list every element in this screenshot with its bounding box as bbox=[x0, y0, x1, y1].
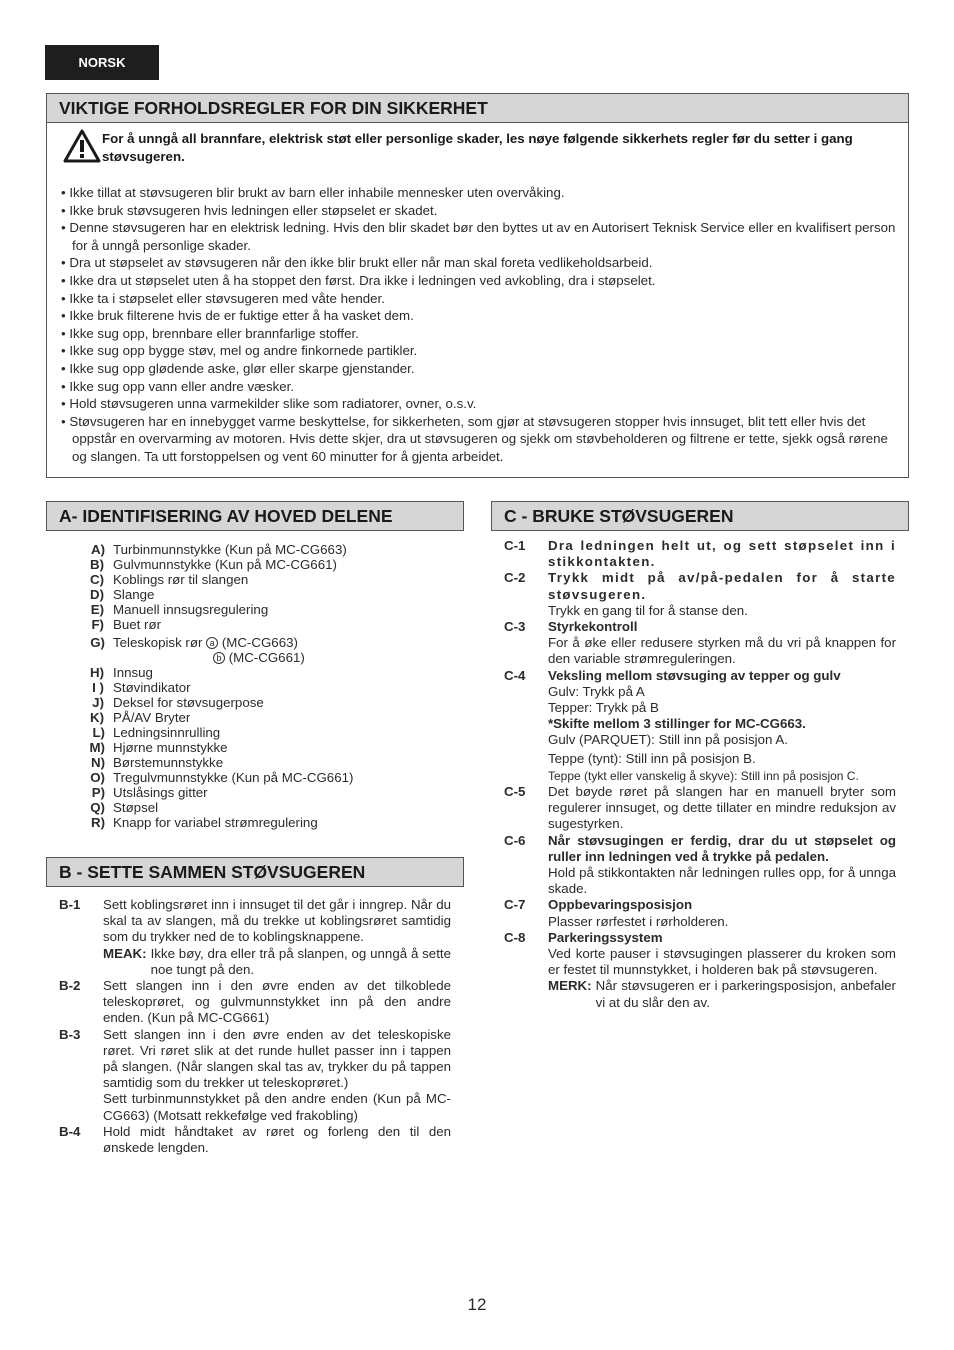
safety-heading: VIKTIGE FORHOLDSREGLER FOR DIN SIKKERHET bbox=[47, 94, 908, 123]
part-letter: G) bbox=[90, 635, 105, 650]
step-text: Hold midt håndtaket av røret og forleng den til den ønskede lengden. bbox=[103, 1123, 451, 1156]
part-letter: I ) bbox=[92, 680, 104, 695]
list-item: • Hold støvsugeren unna varmekilder slike som radiatorer, ovner, o.s.v. bbox=[61, 396, 477, 412]
list-item bbox=[88, 587, 458, 602]
step-code: C-7 bbox=[504, 897, 526, 913]
step-code: C-1 bbox=[504, 538, 526, 553]
list-item: • Ikke ta i støpselet eller støvsugeren med våte hender. bbox=[61, 290, 385, 306]
safety-list bbox=[61, 184, 901, 466]
step-body bbox=[548, 668, 896, 784]
part-text: Teleskopisk rør a (MC-CG663) b (MC-CG661) bbox=[113, 635, 305, 665]
parts-list bbox=[88, 542, 458, 830]
part-letter: P) bbox=[91, 785, 105, 800]
step-text: Teppe (tykt eller vanskelig å skyve): Still inn på posisjon C. bbox=[548, 768, 859, 783]
list-item bbox=[504, 833, 896, 898]
part-text: Utslåsings gitter bbox=[113, 785, 208, 800]
step-text: Hold på stikkontakten når ledningen rulles opp, for å unnga skade. bbox=[548, 865, 896, 897]
step-code: C-5 bbox=[504, 784, 526, 800]
list-item: • Ikke bruk støvsugeren hvis ledningen eller støpselet er skadet. bbox=[61, 202, 438, 218]
circled-letter-icon: b bbox=[213, 652, 225, 664]
step-code: C-8 bbox=[504, 929, 526, 945]
step-code: B-4 bbox=[59, 1123, 81, 1139]
step-title: Trykk midt på av/på-pedalen for å starte støvsugeren. bbox=[548, 570, 896, 602]
list-item: • Ikke sug opp vann eller andre væsker. bbox=[61, 378, 295, 394]
part-letter: A) bbox=[90, 542, 105, 557]
part-letter: B) bbox=[89, 557, 104, 572]
page-number: 12 bbox=[467, 1295, 487, 1314]
part-text: Innsug bbox=[113, 665, 153, 680]
list-item bbox=[88, 695, 458, 710]
list-item bbox=[59, 1124, 451, 1156]
note-text: Når støvsugeren er i parkeringsposisjon, anbefaler vi at du slår den av. bbox=[595, 978, 896, 1010]
part-text: Gulvmunnstykke (Kun på MC-CG661) bbox=[113, 557, 337, 572]
list-item: • Dra ut støpselet av støvsugeren når den ikke blir brukt eller når man skal foreta vedlikeholdsarbeid. bbox=[61, 255, 653, 271]
step-code: B-2 bbox=[59, 978, 81, 994]
part-text: Manuell innsugsregulering bbox=[113, 602, 269, 617]
step-title: Oppbevaringsposisjon bbox=[548, 897, 693, 913]
list-item bbox=[504, 930, 896, 1011]
part-text: Støpsel bbox=[113, 800, 159, 815]
step-body bbox=[103, 1027, 451, 1124]
list-item bbox=[88, 740, 458, 755]
part-text: Støvindikator bbox=[113, 680, 191, 695]
step-code: C-3 bbox=[504, 619, 526, 635]
section-b-heading: B - SETTE SAMMEN STØVSUGEREN bbox=[46, 857, 464, 887]
step-text: Sett slangen inn i den øvre enden av det tilkoblede teleskoprøret, og gulvmunnstykket inn på den andre enden. (Kun på MC-CG661) bbox=[103, 978, 451, 1026]
step-text: Sett koblingsrøret inn i innsuget til det går i inngrep. Når du skal ta av slangen, må du trekke ut koblingsrøret samtidig som du trykker ned de to koblingsknappene. bbox=[103, 897, 451, 945]
part-text: Slange bbox=[113, 587, 155, 602]
section-c-heading: C - BRUKE STØVSUGEREN bbox=[491, 501, 909, 531]
list-item: • Ikke bruk filterene hvis de er fuktige etter å ha vasket dem. bbox=[61, 308, 414, 324]
list-item: • Ikke tillat at støvsugeren blir brukt av barn eller inhabile mennesker uten overvåking. bbox=[61, 185, 565, 200]
list-item bbox=[59, 1027, 451, 1124]
safety-section bbox=[46, 93, 909, 478]
part-letter: M) bbox=[89, 740, 105, 755]
list-item bbox=[504, 570, 896, 619]
step-code: B-1 bbox=[59, 897, 81, 912]
warning-triangle-icon bbox=[63, 129, 101, 163]
step-note bbox=[103, 946, 451, 978]
step-text: For å øke eller redusere styrken må du vri på knappen for den variable strømreguleringen. bbox=[548, 635, 896, 667]
part-text: Koblings rør til slangen bbox=[113, 572, 249, 587]
part-letter: E) bbox=[90, 602, 104, 617]
usage-steps bbox=[504, 538, 896, 1011]
list-item bbox=[88, 710, 458, 725]
list-item bbox=[88, 665, 458, 680]
assembly-steps bbox=[59, 897, 451, 1156]
step-text: Dra ledningen helt ut, og sett støpselet inn i stikkontakten. bbox=[548, 538, 896, 570]
part-text: Tregulvmunnstykke (Kun på MC-CG661) bbox=[113, 770, 354, 785]
list-item bbox=[88, 815, 458, 830]
step-text: Ved korte pauser i støvsugingen plasserer du kroken som er festet til munnstykket, i holderen bak på støvsugeren. bbox=[548, 946, 896, 978]
step-title: Veksling mellom støvsuging av tepper og gulv bbox=[548, 667, 841, 683]
list-item bbox=[59, 978, 451, 1027]
list-item bbox=[88, 800, 458, 815]
part-letter: H) bbox=[89, 665, 104, 680]
section-a-heading: A- IDENTIFISERING AV HOVED DELENE bbox=[46, 501, 464, 531]
step-body bbox=[548, 930, 896, 1011]
part-text: Deksel for støvsugerpose bbox=[113, 695, 264, 710]
list-item bbox=[88, 572, 458, 587]
part-letter: Q) bbox=[90, 800, 105, 815]
list-item bbox=[88, 755, 458, 770]
step-body bbox=[548, 619, 896, 668]
list-item: • Ikke sug opp, brennbare eller brannfarlige stoffer. bbox=[61, 325, 359, 341]
language-tab: NORSK bbox=[45, 45, 159, 80]
list-item bbox=[88, 770, 458, 785]
step-title: Parkeringssystem bbox=[548, 929, 663, 945]
step-body bbox=[548, 833, 896, 898]
list-item: • Ikke sug opp glødende aske, glør eller skarpe gjenstander. bbox=[61, 360, 415, 376]
part-letter: F) bbox=[91, 617, 104, 632]
list-item: • Ikke dra ut støpselet uten å ha stoppet den først. Dra ikke i ledningen ved avkobling, dra i støpselet. bbox=[61, 272, 656, 288]
part-letter: K) bbox=[89, 710, 104, 725]
step-note bbox=[548, 978, 896, 1010]
part-letter: D) bbox=[89, 587, 104, 602]
step-title: Når støvsugingen er ferdig, drar du ut støpselet og ruller inn ledningen ved å trykke på pedalen. bbox=[548, 832, 896, 864]
part-text: Knapp for variabel strømregulering bbox=[113, 815, 318, 830]
step-code: C-6 bbox=[504, 832, 526, 848]
part-text: Turbinmunnstykke (Kun på MC-CG663) bbox=[113, 542, 347, 557]
safety-warning-text: For å unngå all brannfare, elektrisk støt eller personlige skader, les nøye følgende sikkerhets regler før du setter i gang støvsugeren. bbox=[102, 131, 853, 164]
list-item bbox=[88, 635, 458, 665]
list-item bbox=[504, 538, 896, 570]
list-item bbox=[504, 668, 896, 784]
list-item bbox=[59, 897, 451, 978]
step-title: Styrkekontroll bbox=[548, 619, 638, 635]
step-text: Sett slangen inn i den øvre enden av det teleskopiske røret. Vri røret slik at det runde hullet passer inn i tappen på slangen. (Når slangen skal tas av, trykker du på tappen samtidig som du trekker ut teleskoprøret.) bbox=[103, 1026, 451, 1091]
part-letter: R) bbox=[90, 815, 105, 830]
step-code: B-3 bbox=[59, 1026, 81, 1042]
list-item bbox=[88, 602, 458, 617]
step-text: *Skifte mellom 3 stillinger for MC-CG663. bbox=[548, 716, 806, 732]
part-text: Hjørne munnstykke bbox=[113, 740, 228, 755]
part-text: Børstemunnstykke bbox=[113, 755, 224, 770]
step-code: C-2 bbox=[504, 570, 526, 586]
list-item bbox=[88, 542, 458, 557]
step-text: Sett turbinmunnstykket på den andre enden (Kun på MC-CG663) (Motsatt rekkefølge ved frakobling) bbox=[103, 1091, 451, 1123]
part-text: Buet rør bbox=[113, 617, 162, 632]
list-item: • Denne støvsugeren har en elektrisk ledning. Hvis den blir skadet bør den byttes ut av en Autorisert Teknisk Service eller en kvalifisert person for å unngå personlige skader. bbox=[61, 220, 896, 253]
part-letter: N) bbox=[90, 755, 105, 770]
list-item bbox=[88, 557, 458, 572]
step-body bbox=[548, 897, 896, 929]
note-text: Ikke bøy, dra eller trå på slanpen, og unngå å sette noe tungt på den. bbox=[150, 945, 451, 977]
step-code: C-4 bbox=[504, 667, 526, 683]
list-item bbox=[88, 725, 458, 740]
step-text: Gulv (PARQUET): Still inn på posisjon A. bbox=[548, 732, 788, 748]
part-letter: C) bbox=[89, 572, 104, 587]
list-item bbox=[504, 619, 896, 668]
list-item: • Ikke sug opp bygge støv, mel og andre finkornede partikler. bbox=[61, 343, 418, 359]
circled-letter-icon: a bbox=[206, 637, 218, 649]
step-text: Tepper: Trykk på B bbox=[548, 700, 659, 716]
note-label: MERK: bbox=[548, 978, 592, 994]
note-label: MEAK: bbox=[103, 945, 147, 961]
list-item: • Støvsugeren har en innebygget varme beskyttelse, for sikkerheten, som gjør at støvsugeren stopper hvis innsuget, blit tett eller hvis det oppstår en overvarming av motoren. Hvis dette skjer, dra ut støvsugeren og sjekk om støvbeholderen og filtrene er tette, sjekk også rørene og slangen. Ta utt forstoppelsen og vent 60 minutter for å gjenta arbeidet. bbox=[61, 413, 888, 464]
part-letter: L) bbox=[92, 725, 105, 740]
list-item bbox=[88, 785, 458, 800]
step-text: Trykk en gang til for å stanse den. bbox=[548, 602, 748, 618]
part-text: PÅ/AV Bryter bbox=[113, 710, 191, 725]
step-text: Det bøyde røret på slangen har en manuell bryter som regulerer innsuget, og dette tillater en mindre reduksjon av sugestyrken. bbox=[548, 784, 896, 832]
list-item bbox=[88, 680, 458, 695]
list-item bbox=[504, 897, 896, 929]
step-text: Gulv: Trykk på A bbox=[548, 683, 645, 699]
step-text: Plasser rørfestet i rørholderen. bbox=[548, 913, 729, 929]
list-item bbox=[504, 784, 896, 833]
list-item bbox=[88, 617, 458, 632]
step-body bbox=[548, 570, 896, 619]
part-text: Ledningsinnrulling bbox=[113, 725, 221, 740]
part-letter: O) bbox=[90, 770, 105, 785]
part-letter: J) bbox=[92, 695, 104, 710]
step-text: Teppe (tynt): Still inn på posisjon B. bbox=[548, 750, 756, 766]
step-body bbox=[103, 897, 451, 978]
